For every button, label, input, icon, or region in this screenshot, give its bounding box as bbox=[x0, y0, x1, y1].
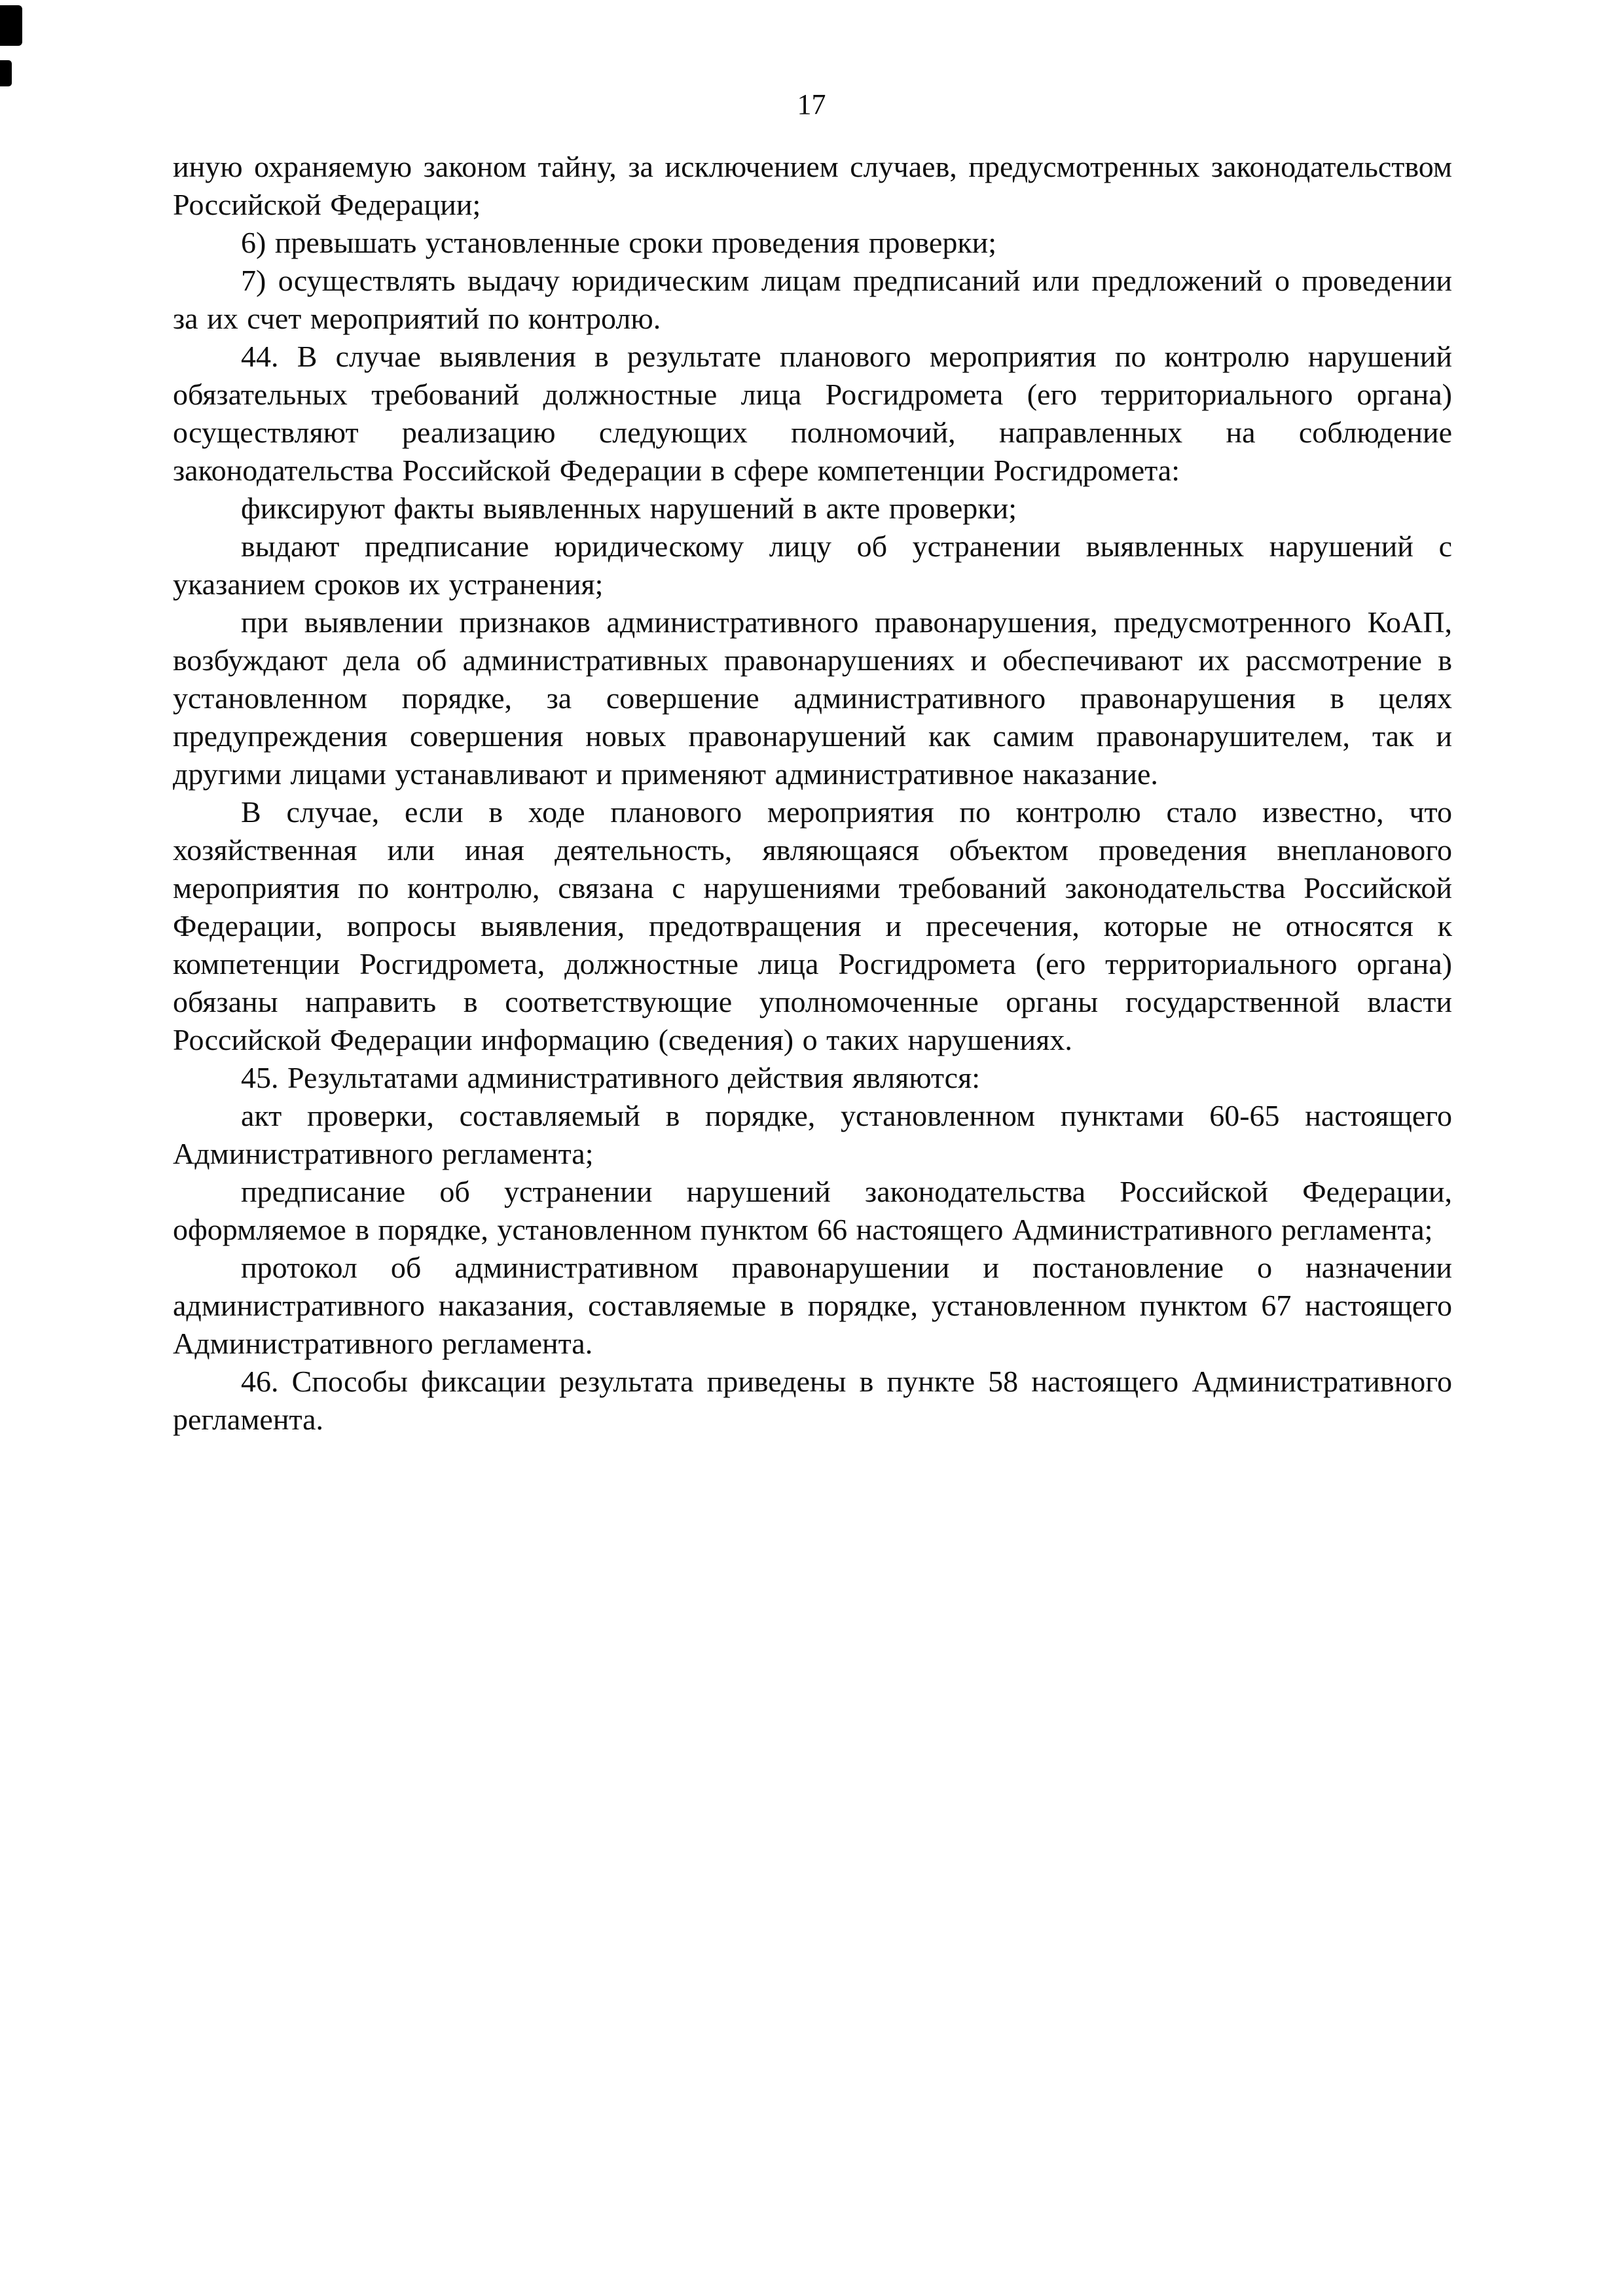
paragraph: 44. В случае выявления в результате планового мероприятия по контролю нарушений обязательных требований должностные лица Росгидромета (его территориального органа) осуществляют реализацию следующих полномочий, направленных на соблюдение законодательства Российской Федерации в сфере компетенции Росгидромета: bbox=[173, 340, 1452, 487]
paragraph: 6) превышать установленные сроки проведения проверки; bbox=[241, 226, 997, 259]
paragraph: акт проверки, составляемый в порядке, установленном пунктами 60-65 настоящего Административного регламента; bbox=[173, 1099, 1452, 1170]
document-body bbox=[173, 148, 1452, 1439]
paragraph: предписание об устранении нарушений законодательства Российской Федерации, оформляемое в порядке, установленном пунктом 66 настоящего Административного регламента; bbox=[173, 1175, 1452, 1246]
paragraph: 7) осуществлять выдачу юридическим лицам предписаний или предложений о проведении за их счет мероприятий по контролю. bbox=[173, 264, 1452, 335]
paragraph: фиксируют факты выявленных нарушений в акте проверки; bbox=[241, 492, 1017, 525]
paragraph: 46. Способы фиксации результата приведены в пункте 58 настоящего Административного регламента. bbox=[173, 1365, 1452, 1436]
scan-artifact bbox=[0, 60, 12, 86]
paragraph: выдают предписание юридическому лицу об устранении выявленных нарушений с указанием сроков их устранения; bbox=[173, 529, 1452, 601]
paragraph: протокол об административном правонарушении и постановление о назначении административного наказания, составляемые в порядке, установленном пунктом 67 настоящего Административного регламента. bbox=[173, 1251, 1452, 1360]
paragraph: 45. Результатами административного действия являются: bbox=[241, 1061, 981, 1094]
paragraph: при выявлении признаков административного правонарушения, предусмотренного КоАП, возбуждают дела об административных правонарушениях и обеспечивают их рассмотрение в установленном порядке, за совершение административного правонарушения в целях предупреждения совершения новых правонарушений как самим правонарушителем, так и другими лицами устанавливают и применяют административное наказание. bbox=[173, 605, 1452, 791]
scan-artifact bbox=[0, 5, 22, 46]
paragraph: иную охраняемую законом тайну, за исключением случаев, предусмотренных законодательством Российской Федерации; bbox=[173, 150, 1452, 221]
paragraph: В случае, если в ходе планового мероприятия по контролю стало известно, что хозяйственная или иная деятельность, являющаяся объектом проведения внепланового мероприятия по контролю, связана с нарушениями требований законодательства Российской Федерации, вопросы выявления, предотвращения и пресечения, которые не относятся к компетенции Росгидромета, должностные лица Росгидромета (его территориального органа) обязаны направить в соответствующие уполномоченные органы государственной власти Российской Федерации информацию (сведения) о таких нарушениях. bbox=[173, 795, 1452, 1056]
page-number: 17 bbox=[797, 88, 826, 120]
